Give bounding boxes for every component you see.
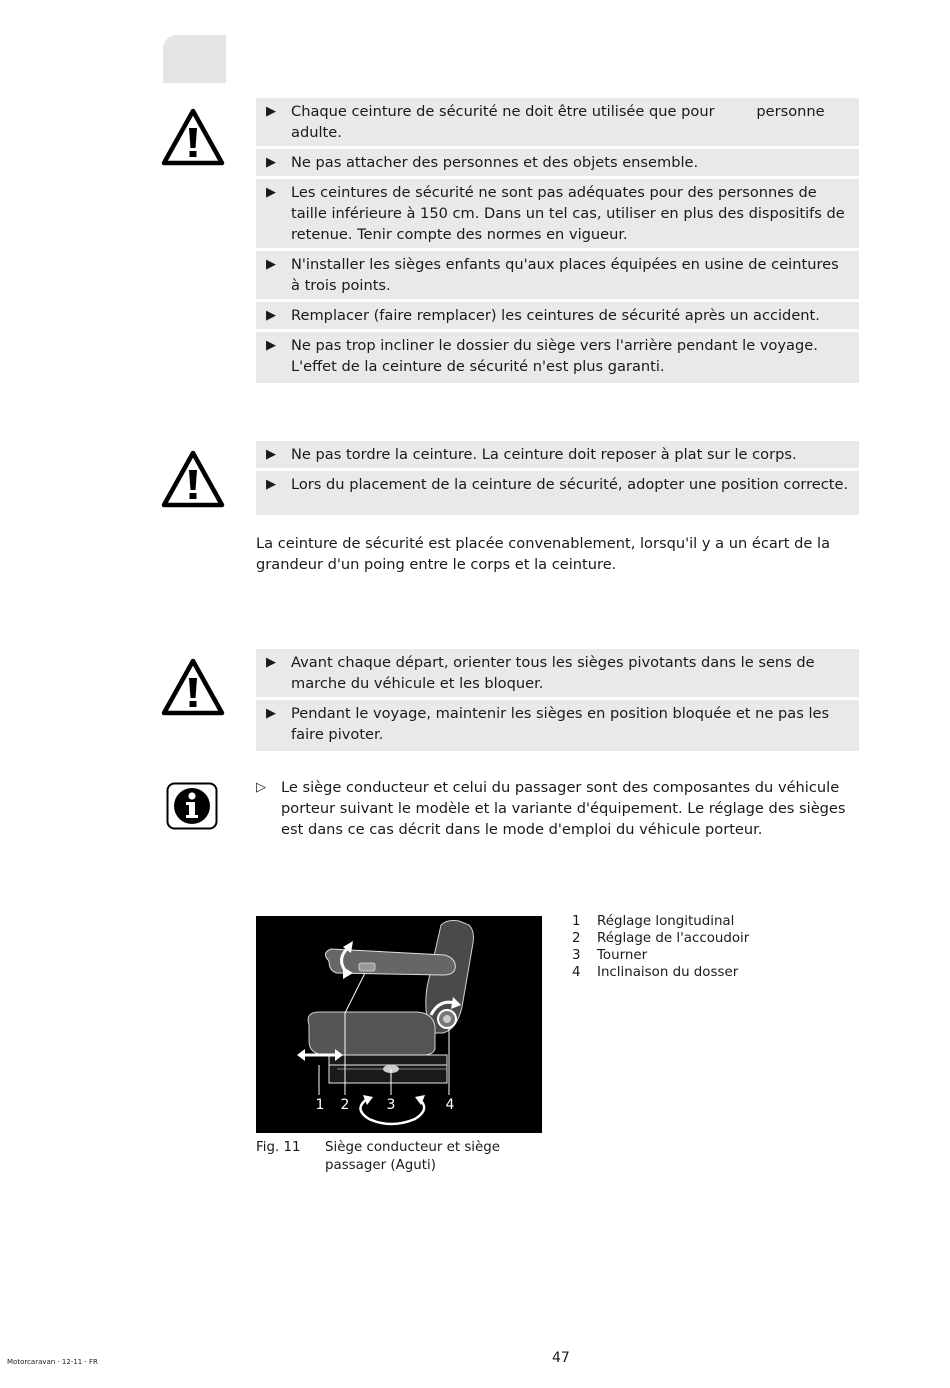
- warning-item: [256, 251, 859, 299]
- bullet-icon: ▶: [266, 185, 276, 200]
- figure-legend: [572, 913, 832, 981]
- callout-2: 2: [340, 1097, 350, 1113]
- callout-3: 3: [386, 1097, 396, 1113]
- warning-item-text: Ne pas tordre la ceinture. La ceinture doit reposer à plat sur le corps.: [291, 446, 797, 463]
- figure-caption-text: Siège conducteur et siège passager (Aguti): [325, 1140, 501, 1173]
- legend-item: 4 Inclinaison du dosser: [572, 965, 739, 980]
- warning-item-text: Ne pas attacher des personnes et des objets ensemble.: [291, 154, 699, 171]
- warning-item-text: Remplacer (faire remplacer) les ceintures de sécurité après un accident.: [291, 307, 820, 324]
- bullet-icon: ▶: [266, 104, 276, 119]
- warning-box-seatbelt-usage: [256, 98, 859, 383]
- bullet-icon: ▶: [266, 706, 276, 721]
- warning-item-text: N'installer les sièges enfants qu'aux places équipées en usine de ceintures à trois points.: [291, 256, 839, 294]
- legend-item: 1 Réglage longitudinal: [572, 914, 735, 929]
- warning-item: [256, 302, 859, 329]
- warning-item-text: Pendant le voyage, maintenir les sièges en position bloquée et ne pas les faire pivoter.: [291, 705, 830, 743]
- warning-triangle-icon: [161, 450, 225, 508]
- footer-doc-id: Motorcaravan · 12-11 · FR: [7, 1358, 98, 1366]
- figure-number: Fig. 11: [256, 1140, 301, 1155]
- warning-item-text: Ne pas trop incliner le dossier du siège vers l'arrière pendant le voyage. L'effet de la ceinture de sécurité n'est plus garanti.: [291, 337, 818, 375]
- warning-item-text: Les ceintures de sécurité ne sont pas adéquates pour des personnes de taille inférieure à 150 cm. Dans un tel cas, utiliser en plus des dispositifs de retenue. Tenir compte des normes en vigueur.: [291, 184, 845, 243]
- bullet-icon: ▶: [266, 308, 276, 323]
- note-triangle-icon: ▷: [256, 780, 266, 795]
- bullet-icon: ▶: [266, 155, 276, 170]
- warning-item-text: Lors du placement de la ceinture de sécurité, adopter une position correcte.: [291, 476, 849, 493]
- seat-illustration: [257, 917, 541, 1132]
- warning-item-text: Avant chaque départ, orienter tous les sièges pivotants dans le sens de marche du véhicule et les bloquer.: [291, 654, 815, 692]
- legend-item: 2 Réglage de l'accoudoir: [572, 931, 750, 946]
- info-note: [256, 777, 862, 840]
- page-number: 47: [552, 1350, 570, 1366]
- callout-1: 1: [315, 1097, 325, 1113]
- warning-item: [256, 149, 859, 176]
- warning-item: [256, 179, 859, 248]
- chapter-tab-marker: [163, 35, 226, 83]
- bullet-icon: ▶: [266, 338, 276, 353]
- body-paragraph: La ceinture de sécurité est placée convenablement, lorsqu'il y a un écart de la grandeur d'un poing entre le corps et la ceinture.: [256, 535, 831, 573]
- callout-4: 4: [445, 1097, 455, 1113]
- warning-item: [256, 98, 859, 146]
- warning-triangle-icon: [161, 658, 225, 716]
- legend-item: 3 Tourner: [572, 948, 648, 963]
- warning-triangle-icon: [161, 108, 225, 166]
- bullet-icon: ▶: [266, 447, 276, 462]
- warning-item-text: Chaque ceinture de sécurité ne doit être utilisée que pour personne adulte.: [291, 103, 825, 141]
- warning-item: [256, 441, 859, 468]
- info-note-text: Le siège conducteur et celui du passager sont des composantes du véhicule porteur suivant le modèle et la variante d'équipement. Le réglage des sièges est dans ce cas décrit dans le mode d'emploi du véhicule porteur.: [281, 779, 846, 838]
- warning-box-belt-position: [256, 441, 859, 515]
- figure-caption: [256, 1139, 546, 1175]
- warning-item: [256, 700, 859, 751]
- warning-item: [256, 471, 859, 515]
- seat-figure: [256, 916, 542, 1133]
- warning-item: [256, 332, 859, 383]
- bullet-icon: ▶: [266, 257, 276, 272]
- warning-item: [256, 649, 859, 697]
- warning-box-swivel-seats: [256, 649, 859, 751]
- bullet-icon: ▶: [266, 655, 276, 670]
- bullet-icon: ▶: [266, 477, 276, 492]
- info-icon: [166, 782, 218, 830]
